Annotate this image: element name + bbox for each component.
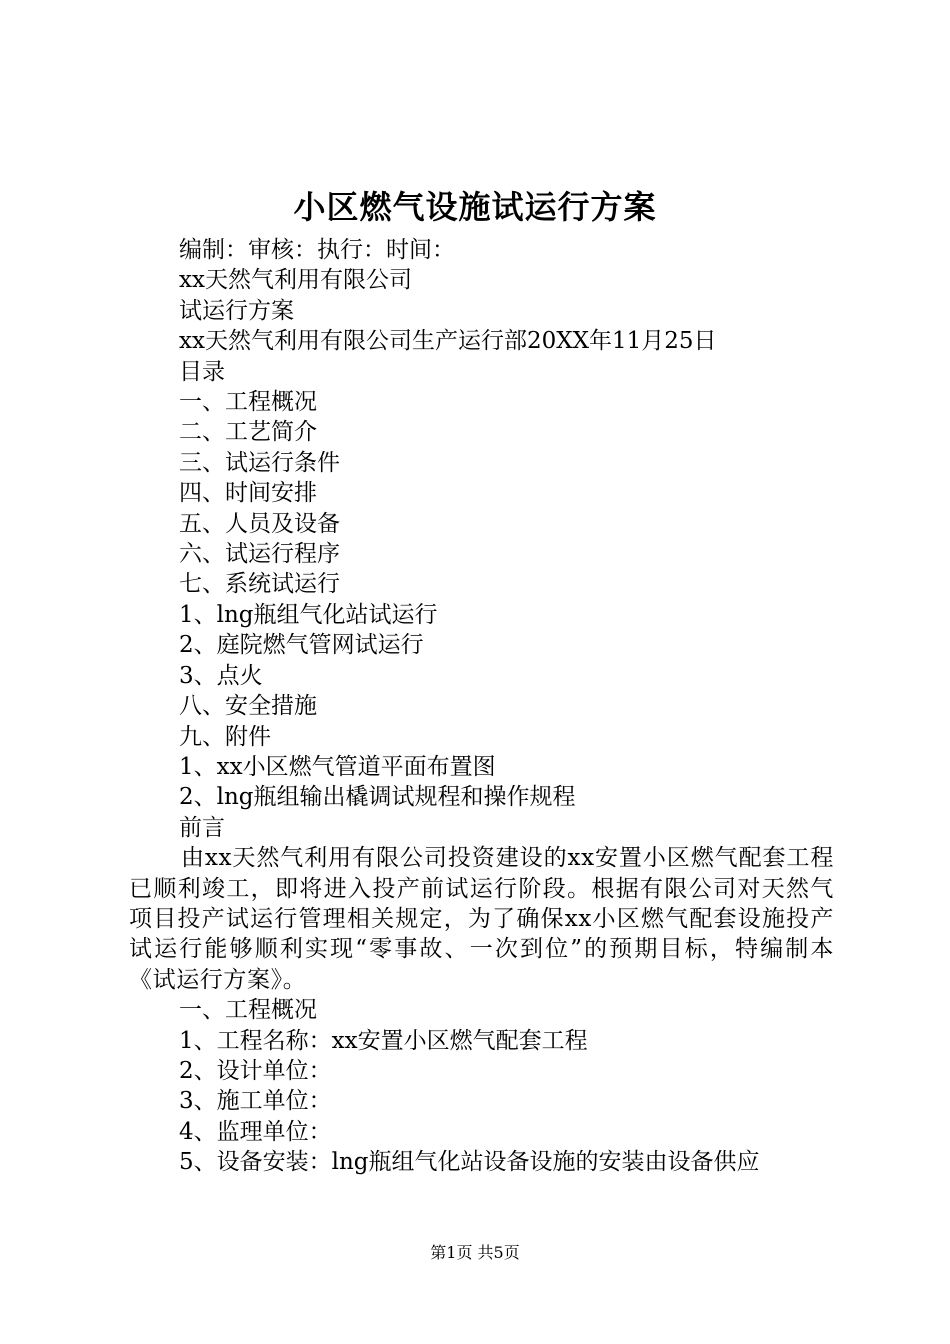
preface-paragraph: 由xx天然气利用有限公司投资建设的xx安置小区燃气配套工程已顺利竣工，即将进入投产前试运行阶段。根据有限公司对天然气项目投产试运行管理相关规定，为了确保xx小区燃气配套设施投产试运行能够顺利实现“零事故、一次到位”的预期目标，特编制本《试运行方案》。 bbox=[129, 845, 834, 993]
toc-item: 九、附件 bbox=[179, 723, 271, 750]
toc-subitem: 3、点火 bbox=[179, 662, 263, 689]
text-line: 试运行方案 bbox=[179, 297, 294, 324]
section-heading: 一、工程概况 bbox=[179, 997, 317, 1024]
toc-item: 一、工程概况 bbox=[179, 389, 317, 416]
toc-item: 七、系统试运行 bbox=[179, 571, 340, 598]
document-title: 小区燃气设施试运行方案 bbox=[293, 188, 657, 226]
text-line: 1、工程名称：xx安置小区燃气配套工程 bbox=[179, 1027, 588, 1054]
toc-heading: 目录 bbox=[179, 358, 225, 385]
text-line: 4、监理单位： bbox=[179, 1118, 332, 1145]
preface-heading: 前言 bbox=[179, 814, 225, 841]
toc-item: 八、安全措施 bbox=[179, 693, 317, 720]
text-line: 5、设备安装：lng瓶组气化站设备设施的安装由设备供应 bbox=[179, 1149, 760, 1176]
toc-subitem: 2、庭院燃气管网试运行 bbox=[179, 632, 424, 659]
document-body bbox=[129, 235, 834, 1178]
toc-item: 二、工艺简介 bbox=[179, 419, 317, 446]
text-line: xx天然气利用有限公司 bbox=[179, 267, 412, 294]
toc-item: 三、试运行条件 bbox=[179, 449, 340, 476]
toc-subitem: 2、lng瓶组输出橇调试规程和操作规程 bbox=[179, 784, 576, 811]
text-line: 2、设计单位： bbox=[179, 1057, 332, 1084]
text-line: 编制：审核：执行：时间： bbox=[179, 237, 455, 263]
toc-subitem: 1、xx小区燃气管道平面布置图 bbox=[179, 753, 496, 780]
toc-item: 四、时间安排 bbox=[179, 480, 317, 507]
toc-subitem: 1、lng瓶组气化站试运行 bbox=[179, 601, 438, 628]
page-footer: 第1页 共5页 bbox=[430, 1243, 520, 1262]
text-line: 3、施工单位： bbox=[179, 1088, 332, 1115]
toc-item: 六、试运行程序 bbox=[179, 541, 340, 568]
text-line: xx天然气利用有限公司生产运行部20XX年11月25日 bbox=[179, 328, 717, 355]
toc-item: 五、人员及设备 bbox=[179, 510, 340, 537]
